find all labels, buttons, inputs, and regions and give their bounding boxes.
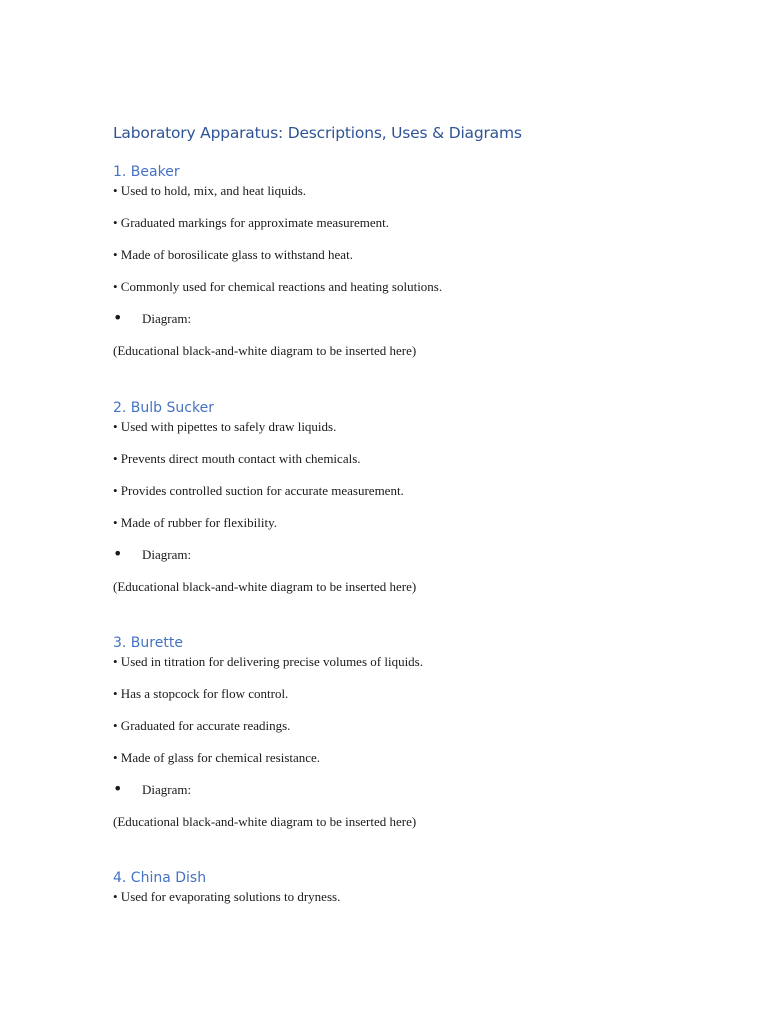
bullet-item: • Graduated markings for approximate measurement.	[113, 215, 390, 230]
diagram-bullet	[113, 544, 733, 579]
bullet-item: • Made of borosilicate glass to withstand heat.	[113, 247, 353, 262]
bullet-item: • Used with pipettes to safely draw liquids.	[113, 419, 337, 434]
section-burette	[113, 632, 733, 830]
document-title: Laboratory Apparatus: Descriptions, Uses & Diagrams	[113, 124, 522, 142]
bullet-item: • Has a stopcock for flow control.	[113, 686, 289, 701]
section-china-dish	[113, 867, 733, 921]
bullet-item: • Made of glass for chemical resistance.	[113, 750, 321, 765]
bullet-dot-icon: •	[113, 544, 123, 563]
bullet-item: • Prevents direct mouth contact with chemicals.	[113, 451, 361, 466]
bullet-item: • Provides controlled suction for accurate measurement.	[113, 483, 404, 498]
section-heading: 1. Beaker	[113, 164, 180, 180]
bullet-item: • Commonly used for chemical reactions and heating solutions.	[113, 279, 443, 294]
bullet-dot-icon: •	[113, 779, 123, 798]
diagram-note: (Educational black-and-white diagram to be inserted here)	[113, 343, 417, 358]
section-bulb-sucker	[113, 397, 733, 595]
section-heading: 3. Burette	[113, 635, 183, 651]
diagram-label: Diagram:	[142, 547, 192, 562]
diagram-note: (Educational black-and-white diagram to be inserted here)	[113, 579, 417, 594]
section-beaker	[113, 161, 733, 359]
diagram-note: (Educational black-and-white diagram to be inserted here)	[113, 814, 417, 829]
diagram-bullet	[113, 308, 733, 343]
section-heading: 2. Bulb Sucker	[113, 400, 214, 416]
bullet-item: • Made of rubber for flexibility.	[113, 515, 277, 530]
bullet-item: • Graduated for accurate readings.	[113, 718, 291, 733]
bullet-item: • Used to hold, mix, and heat liquids.	[113, 183, 307, 198]
diagram-label: Diagram:	[142, 311, 192, 326]
bullet-item: • Used in titration for delivering precise volumes of liquids.	[113, 654, 423, 669]
section-heading: 4. China Dish	[113, 870, 207, 886]
bullet-item: • Used for evaporating solutions to dryness.	[113, 889, 341, 904]
bullet-dot-icon: •	[113, 308, 123, 327]
diagram-label: Diagram:	[142, 782, 192, 797]
diagram-bullet	[113, 779, 733, 814]
